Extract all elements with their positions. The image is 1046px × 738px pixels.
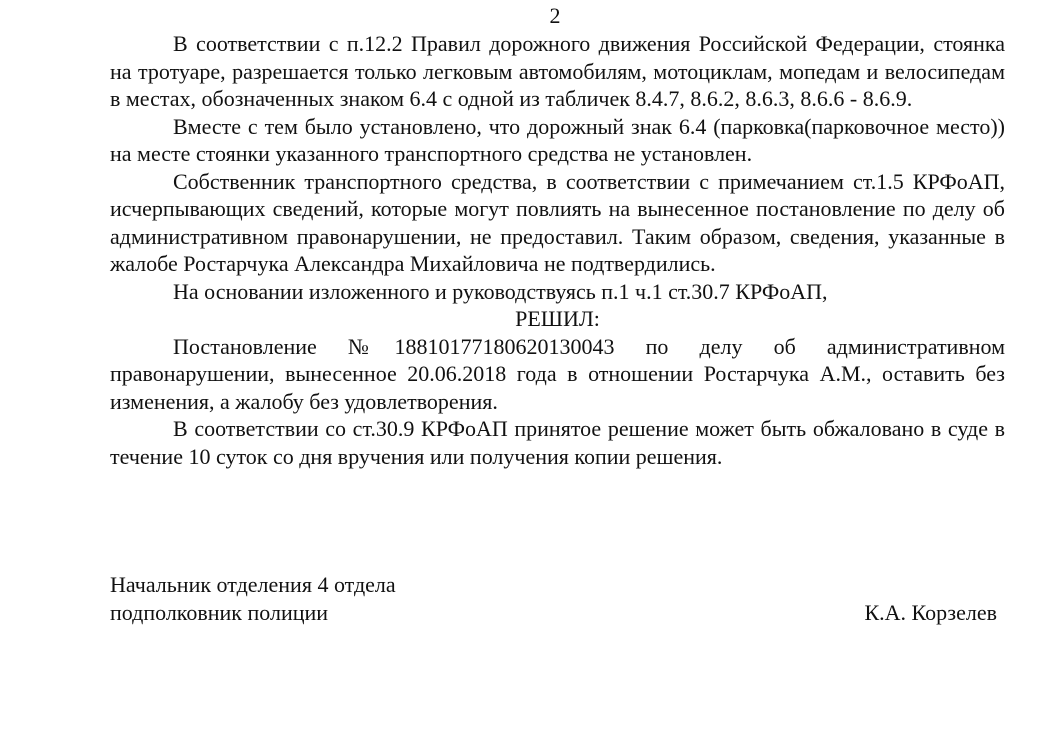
page-number: 2 [549, 3, 561, 28]
document-body [110, 30, 1005, 470]
paragraph-traffic-rules: В соответствии с п.12.2 Правил дорожного движения Российской Федерации, стоянка на тротуаре, разрешается только легковым автомобилям, мотоциклам, мопедам и велосипедам в местах, обозначенных знаком 6.4 с одной из табличек 8.4.7, 8.6.2, 8.6.3, 8.6.6 - 8.6.9. [110, 31, 1005, 111]
decision-heading: РЕШИЛ: [515, 306, 600, 331]
paragraph-owner-info: Собственник транспортного средства, в соответствии с примечанием ст.1.5 КРФоАП, исчерпывающих сведений, которые могут повлиять на вынесенное постановление по делу об административном правонарушении, не предоставил. Таким образом, сведения, указанные в жалобе Ростарчука Александра Михайловича не подтвердились. [110, 168, 1005, 276]
signer-name: К.А. Корзелев [864, 599, 997, 625]
signer-rank: подполковник полиции [110, 599, 329, 625]
signer-position: Начальник отделения 4 отдела [110, 572, 396, 597]
paragraph-sign-not-installed: Вместе с тем было установлено, что дорожный знак 6.4 (парковка(парковочное место)) на месте стоянки указанного транспортного средства не установлен. [110, 113, 1005, 166]
paragraph-decision: Постановление №18810177180620130043 по делу об административном правонарушении, вынесенное 20.06.2018 года в отношении Ростарчука А.М., оставить без изменения, а жалобу без удовлетворения. [110, 333, 1005, 414]
signature-block [110, 571, 1005, 626]
paragraph-basis: На основании изложенного и руководствуясь п.1 ч.1 ст.30.7 КРФоАП, [173, 278, 828, 304]
paragraph-appeal: В соответствии со ст.30.9 КРФоАП принятое решение может быть обжаловано в суде в течение 10 суток со дня вручения или получения копии решения. [110, 416, 1005, 469]
signature-row [110, 599, 1005, 627]
